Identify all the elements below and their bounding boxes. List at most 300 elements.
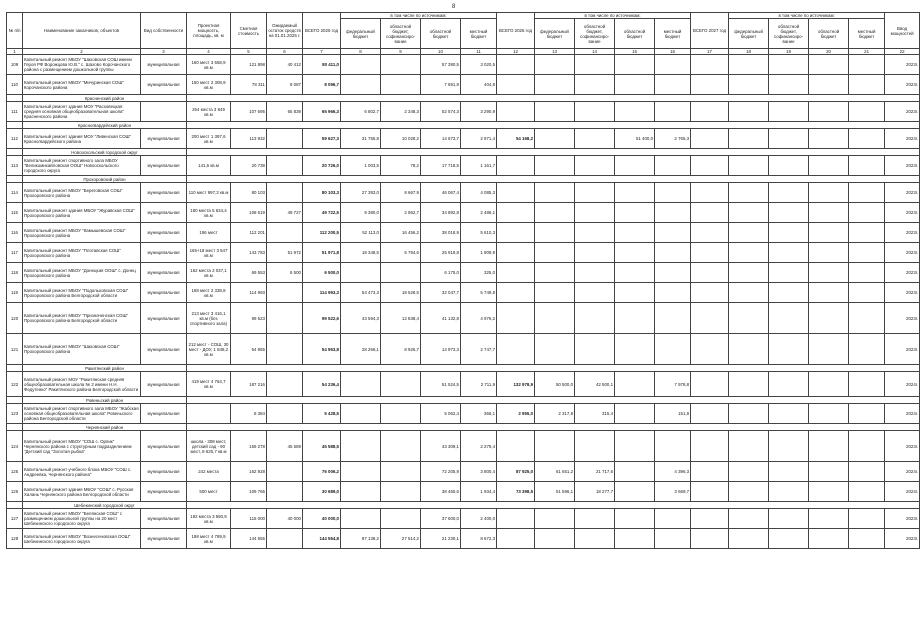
regional-2027 bbox=[809, 263, 849, 283]
regional-cofin-2026 bbox=[575, 509, 615, 529]
regional-cofin-2026 bbox=[575, 283, 615, 303]
regional-cofin-2026: 21 717,6 bbox=[575, 462, 615, 482]
regional-cofin-2025: 5 794,6 bbox=[381, 243, 421, 263]
capacity: 110 мест 997,3 кв.м bbox=[187, 183, 231, 203]
regional-cofin-2027 bbox=[769, 404, 809, 424]
capacity: 165+18 мест 3 547 кв.м bbox=[187, 243, 231, 263]
regional-2027 bbox=[809, 203, 849, 223]
estimated-cost: 121 898 bbox=[231, 55, 267, 75]
ownership: муниципальная bbox=[141, 263, 187, 283]
total-2025: 5 428,5 bbox=[303, 404, 341, 424]
table-row bbox=[7, 129, 920, 149]
total-2027 bbox=[691, 404, 729, 424]
regional-cofin-2027 bbox=[769, 129, 809, 149]
regional-2025: 41 132,8 bbox=[421, 303, 461, 334]
local-2027 bbox=[849, 203, 885, 223]
estimated-cost: 80 103 bbox=[231, 183, 267, 203]
regional-cofin-2026 bbox=[575, 223, 615, 243]
local-2026 bbox=[655, 303, 691, 334]
table-row bbox=[7, 283, 920, 303]
commissioning-year: 2023г. bbox=[885, 102, 920, 122]
expected-remainder: 51 972 bbox=[267, 243, 303, 263]
expected-remainder bbox=[267, 529, 303, 549]
local-2027 bbox=[849, 129, 885, 149]
commissioning-year: 2023г. bbox=[885, 203, 920, 223]
federal-2026 bbox=[535, 431, 575, 462]
federal-2026 bbox=[535, 55, 575, 75]
capacity: 141,6 кв.м bbox=[187, 156, 231, 176]
regional-cofin-2027 bbox=[769, 462, 809, 482]
total-2026 bbox=[497, 431, 535, 462]
section-row bbox=[7, 424, 920, 431]
column-number: 2 bbox=[23, 49, 141, 55]
ownership: муниципальная bbox=[141, 129, 187, 149]
column-number: 21 bbox=[849, 49, 885, 55]
total-2026 bbox=[497, 183, 535, 203]
regional-2027 bbox=[809, 223, 849, 243]
federal-2025: 9 380,0 bbox=[341, 203, 381, 223]
header-regional: областной бюджет bbox=[421, 19, 461, 49]
federal-2027 bbox=[729, 404, 769, 424]
ownership: муниципальная bbox=[141, 372, 187, 397]
regional-2027 bbox=[809, 102, 849, 122]
local-2025: 3 020,5 bbox=[461, 55, 497, 75]
expected-remainder bbox=[267, 404, 303, 424]
federal-2027 bbox=[729, 243, 769, 263]
regional-cofin-2025 bbox=[381, 404, 421, 424]
total-2025: 76 006,2 bbox=[303, 462, 341, 482]
regional-cofin-2026 bbox=[575, 55, 615, 75]
regional-cofin-2027 bbox=[769, 183, 809, 203]
local-2025: 2 747,7 bbox=[461, 334, 497, 365]
federal-2027 bbox=[729, 102, 769, 122]
total-2026: 54 168,2 bbox=[497, 129, 535, 149]
column-number: 5 bbox=[231, 49, 267, 55]
commissioning-year: 2023г. bbox=[885, 283, 920, 303]
local-2027 bbox=[849, 334, 885, 365]
section-spacer bbox=[7, 122, 23, 129]
row-number: 125 bbox=[7, 462, 23, 482]
header-total-2025: ВСЕГО 2025 год bbox=[303, 13, 341, 49]
regional-cofin-2027 bbox=[769, 482, 809, 502]
commissioning-year: 2024г. bbox=[885, 462, 920, 482]
local-2025: 1 909,9 bbox=[461, 243, 497, 263]
table-row bbox=[7, 372, 920, 397]
capacity: 419 мест 4 764,7 кв.м bbox=[187, 372, 231, 397]
section-row bbox=[7, 176, 920, 183]
regional-cofin-2026 bbox=[575, 183, 615, 203]
section-spacer bbox=[7, 95, 23, 102]
total-2025: 65 966,3 bbox=[303, 102, 341, 122]
commissioning-year: 2023г. bbox=[885, 334, 920, 365]
expected-remainder bbox=[267, 156, 303, 176]
regional-2025: 51 524,5 bbox=[421, 372, 461, 397]
header-commissioning: Ввод мощностей bbox=[885, 13, 920, 49]
federal-2025: 31 755,8 bbox=[341, 129, 381, 149]
total-2027 bbox=[691, 223, 729, 243]
expected-remainder: 65 839 bbox=[267, 102, 303, 122]
local-2027 bbox=[849, 243, 885, 263]
header-federal: федеральный бюджет bbox=[341, 19, 381, 49]
federal-2026 bbox=[535, 283, 575, 303]
regional-cofin-2026 bbox=[575, 529, 615, 549]
regional-cofin-2027 bbox=[769, 263, 809, 283]
local-2025: 366,1 bbox=[461, 404, 497, 424]
total-2026 bbox=[497, 223, 535, 243]
federal-2026 bbox=[535, 203, 575, 223]
regional-cofin-2025 bbox=[381, 462, 421, 482]
capacity: 168 мест 2 338,8 кв.м bbox=[187, 283, 231, 303]
regional-cofin-2027 bbox=[769, 283, 809, 303]
local-2027 bbox=[849, 55, 885, 75]
commissioning-year: 2023г. bbox=[885, 303, 920, 334]
federal-2025 bbox=[341, 509, 381, 529]
federal-2025 bbox=[341, 404, 381, 424]
federal-2025: 54 473,3 bbox=[341, 283, 381, 303]
regional-cofin-2025: 12 838,4 bbox=[381, 303, 421, 334]
regional-2027 bbox=[809, 462, 849, 482]
expected-remainder bbox=[267, 334, 303, 365]
federal-2026 bbox=[535, 529, 575, 549]
ownership: муниципальная bbox=[141, 482, 187, 502]
ownership: муниципальная bbox=[141, 156, 187, 176]
object-name: Капитальный ремонт МБОУ "Белянская СОШ" с размещением дошкольной группы на 20 мест Шебекинского городского округа bbox=[23, 509, 141, 529]
local-2025: 5 610,3 bbox=[461, 223, 497, 243]
section-spacer bbox=[7, 397, 23, 404]
local-2026 bbox=[655, 75, 691, 95]
estimated-cost: 78 311 bbox=[231, 75, 267, 95]
expected-remainder bbox=[267, 283, 303, 303]
federal-2026 bbox=[535, 263, 575, 283]
table-row bbox=[7, 183, 920, 203]
table-row bbox=[7, 482, 920, 502]
row-number: 123 bbox=[7, 404, 23, 424]
local-2027 bbox=[849, 462, 885, 482]
regional-cofin-2027 bbox=[769, 431, 809, 462]
regional-2026 bbox=[615, 156, 655, 176]
regional-cofin-2025 bbox=[381, 509, 421, 529]
total-2026 bbox=[497, 509, 535, 529]
regional-2027 bbox=[809, 183, 849, 203]
local-2027 bbox=[849, 431, 885, 462]
regional-cofin-2025: 8 926,7 bbox=[381, 334, 421, 365]
regional-2026: 51 400,0 bbox=[615, 129, 655, 149]
regional-cofin-2025 bbox=[381, 55, 421, 75]
local-2027 bbox=[849, 283, 885, 303]
regional-cofin-2025: 18 528,5 bbox=[381, 283, 421, 303]
commissioning-year: 2024г. bbox=[885, 129, 920, 149]
federal-2026 bbox=[535, 223, 575, 243]
object-name: Капитальный ремонт МБОУ "Береговская СОШ" Прохоровского района bbox=[23, 183, 141, 203]
local-2026: 7 978,8 bbox=[655, 372, 691, 397]
total-2026: 73 398,5 bbox=[497, 482, 535, 502]
budget-table bbox=[6, 12, 920, 549]
table-row bbox=[7, 303, 920, 334]
ownership: муниципальная bbox=[141, 431, 187, 462]
capacity: 160 мест 3 558,9 кв.м bbox=[187, 55, 231, 75]
capacity: 200 мест 1 397,6 кв.м bbox=[187, 129, 231, 149]
ownership: муниципальная bbox=[141, 529, 187, 549]
section-label: Красненский район bbox=[23, 95, 187, 102]
federal-2025: 6 802,7 bbox=[341, 102, 381, 122]
total-2025: 30 689,0 bbox=[303, 482, 341, 502]
header-group-2026: в том числе по источникам: bbox=[535, 13, 691, 19]
object-name: Капитальный ремонт спортивного зала МБОУ "Жабская основная общеобразовательная школа" Ровеньского района Белгородской области bbox=[23, 404, 141, 424]
federal-2027 bbox=[729, 129, 769, 149]
row-number: 120 bbox=[7, 303, 23, 334]
federal-2025: 27 393,0 bbox=[341, 183, 381, 203]
local-2027 bbox=[849, 75, 885, 95]
regional-cofin-2027 bbox=[769, 102, 809, 122]
estimated-cost: 162 928 bbox=[231, 462, 267, 482]
commissioning-year: 2023г. bbox=[885, 529, 920, 549]
local-2027 bbox=[849, 529, 885, 549]
federal-2026: 61 651,2 bbox=[535, 462, 575, 482]
row-number: 114 bbox=[7, 183, 23, 203]
object-name: Капитальный ремонт учебного блока МБОУ "СОШ с. Андреевка, Чернянского района" bbox=[23, 462, 141, 482]
federal-2026 bbox=[535, 183, 575, 203]
object-name: Капитальный ремонт МБОУ "Вознесеновская ООШ" Шебекинского городского округа bbox=[23, 529, 141, 549]
regional-2026 bbox=[615, 102, 655, 122]
estimated-cost: 107 695 bbox=[231, 102, 267, 122]
commissioning-year: 2024г. bbox=[885, 482, 920, 502]
federal-2025 bbox=[341, 55, 381, 75]
regional-cofin-2026 bbox=[575, 263, 615, 283]
federal-2027 bbox=[729, 462, 769, 482]
federal-2026 bbox=[535, 509, 575, 529]
column-number: 11 bbox=[461, 49, 497, 55]
regional-2026 bbox=[615, 263, 655, 283]
regional-cofin-2026 bbox=[575, 102, 615, 122]
regional-2027 bbox=[809, 55, 849, 75]
regional-2026 bbox=[615, 203, 655, 223]
total-2025: 144 554,8 bbox=[303, 529, 341, 549]
regional-cofin-2027 bbox=[769, 156, 809, 176]
regional-2026 bbox=[615, 283, 655, 303]
section-spacer bbox=[7, 149, 23, 156]
total-2026 bbox=[497, 263, 535, 283]
regional-cofin-2026 bbox=[575, 303, 615, 334]
regional-cofin-2026 bbox=[575, 75, 615, 95]
commissioning-year: 2023г. bbox=[885, 55, 920, 75]
capacity: 198 мест 4 789,9 кв.м bbox=[187, 529, 231, 549]
total-2025: 59 627,3 bbox=[303, 129, 341, 149]
total-2025: 80 103,3 bbox=[303, 183, 341, 203]
regional-2025: 14 673,7 bbox=[421, 129, 461, 149]
regional-2027 bbox=[809, 404, 849, 424]
regional-cofin-2027 bbox=[769, 509, 809, 529]
commissioning-year: 2023г. bbox=[885, 183, 920, 203]
regional-2025: 46 067,4 bbox=[421, 183, 461, 203]
total-2026 bbox=[497, 529, 535, 549]
expected-remainder bbox=[267, 183, 303, 203]
total-2027 bbox=[691, 303, 729, 334]
expected-remainder bbox=[267, 223, 303, 243]
regional-2026 bbox=[615, 404, 655, 424]
section-label: Красногвардейский район bbox=[23, 122, 187, 129]
total-2027 bbox=[691, 462, 729, 482]
ownership: муниципальная bbox=[141, 303, 187, 334]
capacity: 242 места bbox=[187, 462, 231, 482]
federal-2026 bbox=[535, 303, 575, 334]
regional-2027 bbox=[809, 529, 849, 549]
table-row bbox=[7, 102, 920, 122]
regional-2025: 43 309,1 bbox=[421, 431, 461, 462]
header-regional-cofin: областной бюджет, софинансиро-вание bbox=[769, 19, 809, 49]
header-no: № п/п bbox=[7, 13, 23, 49]
regional-2025: 21 230,1 bbox=[421, 529, 461, 549]
row-number: 126 bbox=[7, 482, 23, 502]
local-2025: 3 290,9 bbox=[461, 102, 497, 122]
object-name: Капитальный ремонт МБОУ "Призначенская СОШ" Прохоровского района Белгородской области bbox=[23, 303, 141, 334]
regional-2027 bbox=[809, 509, 849, 529]
total-2025: 112 200,5 bbox=[303, 223, 341, 243]
regional-cofin-2026 bbox=[575, 203, 615, 223]
total-2027 bbox=[691, 75, 729, 95]
federal-2027 bbox=[729, 183, 769, 203]
local-2026 bbox=[655, 243, 691, 263]
regional-2027 bbox=[809, 303, 849, 334]
total-2025: 49 722,5 bbox=[303, 203, 341, 223]
ownership: муниципальная bbox=[141, 75, 187, 95]
section-label: Ракитянский район bbox=[23, 365, 187, 372]
federal-2026: 50 500,0 bbox=[535, 372, 575, 397]
total-2026 bbox=[497, 102, 535, 122]
capacity: 196 мест bbox=[187, 223, 231, 243]
federal-2027 bbox=[729, 482, 769, 502]
local-2027 bbox=[849, 372, 885, 397]
local-2026: 4 396,3 bbox=[655, 462, 691, 482]
estimated-cost: 20 738 bbox=[231, 156, 267, 176]
regional-cofin-2026 bbox=[575, 334, 615, 365]
regional-2025: 72 205,9 bbox=[421, 462, 461, 482]
regional-2027 bbox=[809, 334, 849, 365]
regional-2025: 52 574,3 bbox=[421, 102, 461, 122]
section-row bbox=[7, 149, 920, 156]
object-name: Капитальный ремонт МБОУ "Шаховская СОШ имени Героя РФ Ворожцова Ю.В." с. Шахово Корочанского района с размещением дошкольной группы bbox=[23, 55, 141, 75]
federal-2025: 18 348,5 bbox=[341, 243, 381, 263]
column-number: 17 bbox=[691, 49, 729, 55]
capacity: 150 мест 2 308,9 кв.м bbox=[187, 75, 231, 95]
column-number: 7 bbox=[303, 49, 341, 55]
ownership: муниципальная bbox=[141, 462, 187, 482]
commissioning-year: 2023г. bbox=[885, 509, 920, 529]
header-regional-cofin: областной бюджет, софинансиро-вание bbox=[575, 19, 615, 49]
expected-remainder bbox=[267, 372, 303, 397]
federal-2025: 87 138,2 bbox=[341, 529, 381, 549]
federal-2026: 51 596,1 bbox=[535, 482, 575, 502]
regional-2026 bbox=[615, 303, 655, 334]
section-filler bbox=[187, 365, 920, 372]
local-2025: 2 400,0 bbox=[461, 509, 497, 529]
total-2026 bbox=[497, 203, 535, 223]
federal-2027 bbox=[729, 263, 769, 283]
regional-cofin-2026 bbox=[575, 129, 615, 149]
local-2025: 4 976,2 bbox=[461, 303, 497, 334]
estimated-cost: 113 932 bbox=[231, 129, 267, 149]
local-2025: 2 711,9 bbox=[461, 372, 497, 397]
federal-2027 bbox=[729, 509, 769, 529]
regional-2025: 17 718,5 bbox=[421, 156, 461, 176]
ownership: муниципальная bbox=[141, 183, 187, 203]
regional-cofin-2026: 18 277,7 bbox=[575, 482, 615, 502]
federal-2027 bbox=[729, 529, 769, 549]
local-2027 bbox=[849, 223, 885, 243]
section-spacer bbox=[7, 502, 23, 509]
estimated-cost: 112 201 bbox=[231, 223, 267, 243]
ownership: муниципальная bbox=[141, 509, 187, 529]
page-number: 8 bbox=[452, 4, 456, 10]
total-2027 bbox=[691, 243, 729, 263]
total-2025: 51 971,8 bbox=[303, 243, 341, 263]
local-2027 bbox=[849, 482, 885, 502]
regional-2026 bbox=[615, 462, 655, 482]
total-2026 bbox=[497, 303, 535, 334]
row-number: 111 bbox=[7, 102, 23, 122]
federal-2026: 2 317,8 bbox=[535, 404, 575, 424]
capacity: 500 мест bbox=[187, 482, 231, 502]
regional-2025: 25 919,8 bbox=[421, 243, 461, 263]
federal-2027 bbox=[729, 156, 769, 176]
header-total-2026: ВСЕГО 2026 год bbox=[497, 13, 535, 49]
regional-cofin-2025: 78,2 bbox=[381, 156, 421, 176]
federal-2026 bbox=[535, 156, 575, 176]
federal-2026 bbox=[535, 129, 575, 149]
regional-cofin-2027 bbox=[769, 334, 809, 365]
object-name: Капитальный ремонт МБОУ "СОШ с. Орлик" Чернянского района с структурным подразделением "Детский сад "Золотая рыбка" bbox=[23, 431, 141, 462]
table-row bbox=[7, 55, 920, 75]
section-label: Прохоровский район bbox=[23, 176, 187, 183]
object-name: Капитальный ремонт МБОУ "Плотавская СОШ" Прохоровского района bbox=[23, 243, 141, 263]
ownership: муниципальная bbox=[141, 55, 187, 75]
regional-cofin-2027 bbox=[769, 243, 809, 263]
federal-2026 bbox=[535, 334, 575, 365]
total-2027 bbox=[691, 509, 729, 529]
object-name: Капитальный ремонт здания МБОУ "Журавская СОШ" Прохоровского района bbox=[23, 203, 141, 223]
column-number: 13 bbox=[535, 49, 575, 55]
regional-cofin-2026 bbox=[575, 431, 615, 462]
total-2027 bbox=[691, 529, 729, 549]
local-2026: 3 669,7 bbox=[655, 482, 691, 502]
local-2026 bbox=[655, 263, 691, 283]
table-row bbox=[7, 334, 920, 365]
row-number: 116 bbox=[7, 223, 23, 243]
capacity: 212 мест - СОШ, 30 мест - ДОУ, 1 848,2 кв.м bbox=[187, 334, 231, 365]
regional-cofin-2026: 315,4 bbox=[575, 404, 615, 424]
section-filler bbox=[187, 122, 920, 129]
regional-2025: 37 600,0 bbox=[421, 509, 461, 529]
header-federal: федеральный бюджет bbox=[729, 19, 769, 49]
regional-cofin-2027 bbox=[769, 55, 809, 75]
local-2026 bbox=[655, 509, 691, 529]
regional-cofin-2027 bbox=[769, 529, 809, 549]
total-2025: 6 500,0 bbox=[303, 263, 341, 283]
regional-cofin-2027 bbox=[769, 223, 809, 243]
object-name: Капитальный ремонт здания МБОУ "СОШ" с. Русская Халань Чернянского района Белгородской области bbox=[23, 482, 141, 502]
regional-cofin-2025: 2 348,3 bbox=[381, 102, 421, 122]
row-number: 110 bbox=[7, 75, 23, 95]
federal-2025 bbox=[341, 462, 381, 482]
regional-2026 bbox=[615, 529, 655, 549]
federal-2027 bbox=[729, 55, 769, 75]
regional-cofin-2025 bbox=[381, 431, 421, 462]
regional-2025: 14 973,3 bbox=[421, 334, 461, 365]
capacity: 213 мест 3 416,1 кв.м (без спортивного зала) bbox=[187, 303, 231, 334]
local-2026 bbox=[655, 183, 691, 203]
row-number: 121 bbox=[7, 334, 23, 365]
header-federal: федеральный бюджет bbox=[535, 19, 575, 49]
table-row bbox=[7, 243, 920, 263]
